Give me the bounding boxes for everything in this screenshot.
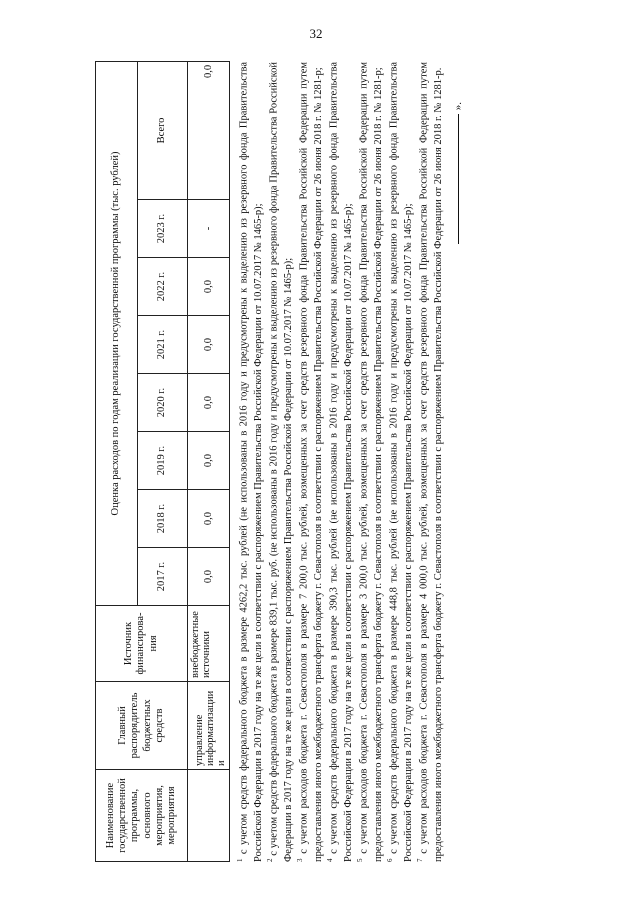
footnote-text: с учетом средств федерального бюджета в размере 4262,2 тыс. рублей (не использованы в 2016 году и предусмотрены к выделению из резервного фонда Правительства Российской Федерации в 2017 году на те же цели в соответствии с распоряжением Правительства Российской Федерации от 10.07.2017 № 1465-р); xyxy=(238,62,264,862)
header-year-2020: 2020 г. xyxy=(138,374,188,432)
header-program-name: Наименование государственной программы, основного мероприятия, мероприятия xyxy=(96,770,188,862)
cell-budget-executor: управление информатизации и xyxy=(188,682,230,770)
cell-value-2019: 0,0 xyxy=(188,432,230,490)
footnote-mark: 7 xyxy=(416,858,425,862)
footnote-mark: 2 xyxy=(266,858,275,862)
footnote-text: с учетом средств федерального бюджета в размере 390,3 тыс. рублей (не использованы в 2016 году и предусмотрены к выделению из резервного фонда Правительства Российской Федерации в 2017 году на те же цели в соответствии с распоряжением Правительства Российской Федерации от 10.07.2017 № 1465-р); xyxy=(328,62,354,862)
footnote xyxy=(266,62,296,862)
header-budget-executor: Главный распорядитель бюджетных средств xyxy=(96,682,188,770)
footnote-text: с учетом расходов бюджета г. Севастополя в размере 7 200,0 тыс. рублей, возмещенных за счет средств резервного фонда Правительства Российской Федерации путем предоставления иного межбюджетного трансферта бюджету г. Севастополя в соответствии с распоряжением Правительства Российской Федерации от 26 июня 2018 г. № 1281-р; xyxy=(298,61,324,862)
closing-mark: ». xyxy=(452,102,465,111)
footnote-mark: 1 xyxy=(236,858,244,862)
closing-line xyxy=(452,62,464,862)
cell-value-2018: 0,0 xyxy=(188,490,230,548)
footnote xyxy=(326,62,356,862)
footnote xyxy=(416,62,446,862)
footnotes xyxy=(236,62,446,862)
cell-value-2017: 0,0 xyxy=(188,548,230,606)
footnote xyxy=(356,62,386,862)
header-total: Всего xyxy=(138,61,188,199)
footnote-mark: 5 xyxy=(356,858,365,862)
cell-value-2022: 0,0 xyxy=(188,258,230,316)
footnote-mark: 6 xyxy=(386,858,395,862)
footnote xyxy=(386,62,416,862)
footnote-mark: 4 xyxy=(326,858,335,862)
footnote-text: с учетом расходов бюджета г. Севастополя в размере 4 000,0 тыс. рублей, возмещенных за счет средств резервного фонда Правительства Российской Федерации путем предоставления иного межбюджетного трансферта бюджету г. Севастополя в соответствии с распоряжением Правительства Российской Федерации от 26 июня 2018 г. № 1281-р. xyxy=(418,61,444,862)
cell-value-2023: - xyxy=(188,200,230,258)
header-year-2023: 2023 г. xyxy=(138,200,188,258)
header-year-2017: 2017 г. xyxy=(138,548,188,606)
footnote xyxy=(236,62,266,862)
header-year-2019: 2019 г. xyxy=(138,432,188,490)
header-expense-estimate: Оценка расходов по годам реализации государственной программы (тыс. рублей) xyxy=(96,61,138,605)
cell-program-name xyxy=(188,770,230,862)
footnote-mark: 3 xyxy=(296,858,305,862)
header-funding-source: Источник финансирова-ния xyxy=(96,606,188,682)
closing-rule xyxy=(458,114,459,244)
budget-table xyxy=(95,61,230,862)
footnote-text: с учетом средств федерального бюджета в размере 448,8 тыс. рублей (не использованы в 2016 году и предусмотрены к выделению из резервного фонда Правительства Российской Федерации в 2017 году на те же цели в соответствии с распоряжением Правительства Российской Федерации от 10.07.2017 № 1465-р); xyxy=(388,62,414,862)
cell-value-2021: 0,0 xyxy=(188,316,230,374)
cell-value-2020: 0,0 xyxy=(188,374,230,432)
header-year-2021: 2021 г. xyxy=(138,316,188,374)
header-year-2018: 2018 г. xyxy=(138,490,188,548)
page-number: 32 xyxy=(309,26,323,41)
footnote-text: с учетом средств федерального бюджета в размере 839,1 тыс. руб. (не использованы в 2016 году и предусмотрены к выделению из резервного фонда Правительства Российской Федерации в 2017 году на те же цели в соответствии с распоряжением Правительства Российской Федерации от 10.07.2017 № 1465-р); xyxy=(268,61,294,862)
footnote-text: с учетом расходов бюджета г. Севастополя в размере 3 200,0 тыс. рублей, возмещенных за счет средств резервного фонда Правительства Российской Федерации путем предоставления иного межбюджетного трансферта бюджету г. Севастополя в соответствии с распоряжением Правительства Российской Федерации от 26 июня 2018 г. № 1281-р; xyxy=(358,61,384,862)
header-year-2022: 2022 г. xyxy=(138,258,188,316)
rotated-landscape-page xyxy=(95,62,530,862)
table-row xyxy=(188,61,230,861)
footnote xyxy=(296,62,326,862)
cell-value-total: 0,0 xyxy=(188,61,230,199)
cell-funding-source: внебюджетные источники xyxy=(188,606,230,682)
